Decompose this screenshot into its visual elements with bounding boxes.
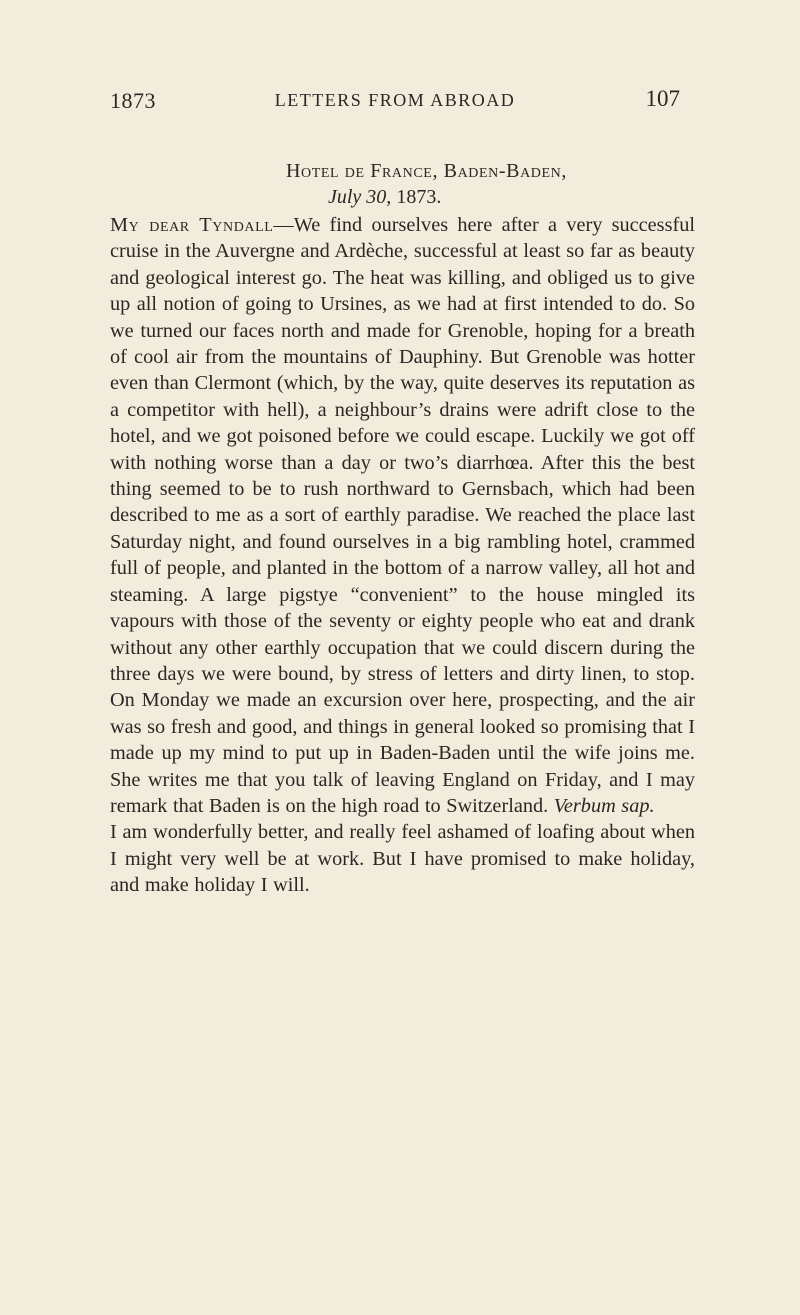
letter-date-year: 1873.	[396, 186, 442, 208]
running-head-year: 1873	[110, 88, 156, 113]
letter-heading	[286, 158, 706, 210]
letter-paragraph-2: I am wonderfully better, and really feel ashamed of loafing about when I might very well be at work. But I have promised to make holiday, and make holiday I will.	[110, 821, 695, 897]
letter-opening-text: —We find ourselves here after a very successful cruise in the Auvergne and Ardèche, successful at least so far as beauty and geological interest go. The heat was killing, and obliged us to give up all notion of going to Ursines, as we had at first intended to do. So we turned our faces north and made for Grenoble, hoping for a breath of cool air from the mountains of Dauphiny. But Grenoble was hotter even than Clermont (which, by the way, quite deserves its reputation as a competitor with hell), a neighbour’s drains were adrift close to the hotel, and we got poisoned before we could escape. Luckily we got off with nothing worse than a day or two’s diarrhœa. After this the best thing seemed to be to rush northward to Gernsbach, which had been described to me as a sort of earthly paradise. We reached the place last Saturday night, and found ourselves in a big rambling hotel, crammed full of people, and planted in the bottom of a narrow valley, all hot and steaming. A large pigstye “convenient” to the house mingled its vapours with those of the seventy or eighty people who eat and drank without any other earthly occupation that we could discern during the three days we were bound, by stress of letters and dirty linen, to stop. On Monday we made an excursion over here, prospecting, and the air was so fresh and good, and things in general looked so promising that I made up my mind to put up in Baden-Baden until the wife joins me. She writes me that you talk of leaving England on Friday, and I may remark that Baden is on the high road to Switzerland.	[110, 214, 695, 817]
letter-body	[110, 212, 695, 899]
letter-date	[286, 184, 706, 210]
letter-paragraph-1	[110, 212, 695, 819]
letter-place: Hotel de France, Baden-Baden,	[286, 160, 567, 182]
running-head-title: LETTERS FROM ABROAD	[274, 90, 516, 110]
salutation: My dear Tyndall	[110, 214, 274, 236]
running-head	[110, 88, 680, 118]
page-number: 107	[645, 86, 680, 111]
verbum-sap: Verbum sap.	[553, 794, 655, 817]
letter-date-month-day: July 30,	[328, 186, 392, 208]
